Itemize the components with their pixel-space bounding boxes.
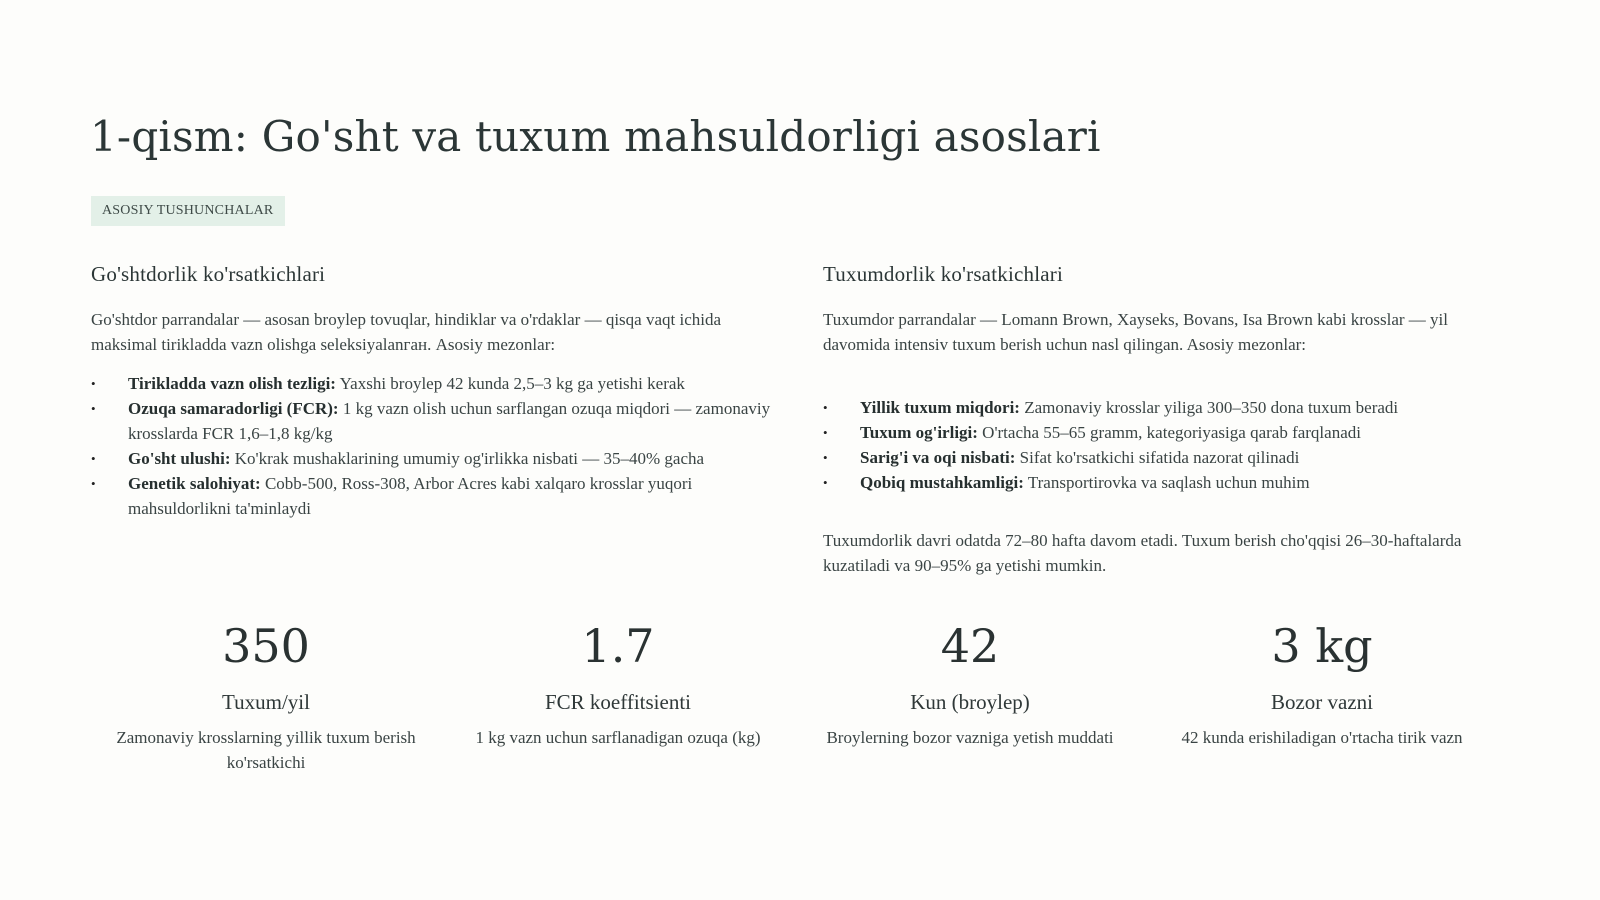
bullet-icon: • — [91, 476, 96, 491]
list-item: • Yillik tuxum miqdori: Zamonaviy krosslar yiliga 300–350 dona tuxum beradi — [823, 395, 1513, 420]
stat-value: 1.7 — [581, 619, 655, 673]
egg-heading: Tuxumdorlik ko'rsatkichlari — [823, 262, 1063, 286]
stat-label: FCR koeffitsienti — [544, 690, 692, 714]
stat-value: 42 — [940, 619, 1000, 673]
bullet-icon: • — [91, 401, 96, 416]
stat-description: 1 kg vazn uchun sarflanadigan ozuqa (kg) — [475, 728, 761, 747]
list-item: • Ozuqa samaradorligi (FCR): 1 kg vazn olish uchun sarflangan ozuqa miqdori — zamonaviy krosslarda FCR 1,6–1,8 kg/kg — [91, 396, 771, 446]
meat-intro: Go'shtdor parrandalar — asosan broylep tovuqlar, hindiklar va o'rdaklar — qisqa vaqt ichida maksimal tirikladda vazn olishga seleksiyalanган. Asosiy mezonlar: — [91, 310, 722, 354]
stat-eggs-per-year — [90, 618, 442, 775]
stat-broiler-days — [794, 618, 1146, 750]
stat-value: 350 — [222, 619, 310, 673]
stat-label: Bozor vazni — [1270, 690, 1374, 714]
egg-column — [823, 262, 1513, 578]
list-item: • Tirikladda vazn olish tezligi: Yaxshi broylep 42 kunda 2,5–3 kg ga yetishi kerak — [91, 371, 771, 396]
bullet-icon: • — [823, 475, 828, 490]
list-item: • Qobiq mustahkamligi: Transportirovka va saqlash uchun muhim — [823, 470, 1513, 495]
meat-criteria-list — [91, 371, 771, 521]
bullet-icon: • — [823, 425, 828, 440]
egg-intro: Tuxumdor parrandalar — Lomann Brown, Xayseks, Bovans, Isa Brown kabi krosslar — yil davomida intensiv tuxum berish uchun nasl qilingan. Asosiy mezonlar: — [823, 310, 1448, 354]
list-item: • Sarig'i va oqi nisbati: Sifat ko'rsatkichi sifatida nazorat qilinadi — [823, 445, 1513, 470]
egg-outro: Tuxumdorlik davri odatda 72–80 hafta davom etadi. Tuxum berish cho'qqisi 26–30-haftalarda kuzatiladi va 90–95% ga yetishi mumkin. — [823, 531, 1462, 575]
section-badge: ASOSIY TUSHUNCHALAR — [91, 196, 285, 226]
stat-description: 42 kunda erishiladigan o'rtacha tirik vazn — [1181, 728, 1463, 747]
list-item: • Genetik salohiyat: Cobb-500, Ross-308, Arbor Acres kabi xalqaro krosslar yuqori mahsuldorlikni ta'minlaydi — [91, 471, 771, 521]
bullet-icon: • — [91, 376, 96, 391]
bullet-icon: • — [91, 451, 96, 466]
egg-criteria-list — [823, 395, 1513, 495]
stat-label: Tuxum/yil — [222, 690, 310, 714]
stats-row — [90, 618, 1530, 798]
stat-description: Zamonaviy krosslarning yillik tuxum berish ko'rsatkichi — [116, 728, 416, 772]
list-item: • Go'sht ulushi: Ko'krak mushaklarining umumiy og'irlikka nisbati — 35–40% gacha — [91, 446, 771, 471]
bullet-icon: • — [823, 450, 828, 465]
meat-heading: Go'shtdorlik ko'rsatkichlari — [91, 262, 326, 286]
meat-column — [91, 262, 771, 521]
stat-market-weight — [1146, 618, 1498, 750]
stat-fcr — [442, 618, 794, 750]
page-title: 1-qism: Go'sht va tuxum mahsuldorligi asoslari — [90, 112, 1101, 161]
bullet-icon: • — [823, 400, 828, 415]
stat-description: Broylerning bozor vazniga yetish muddati — [826, 728, 1114, 747]
stat-label: Kun (broylep) — [910, 690, 1030, 714]
list-item: • Tuxum og'irligi: O'rtacha 55–65 gramm, kategoriyasiga qarab farqlanadi — [823, 420, 1513, 445]
stat-value: 3 kg — [1271, 619, 1373, 673]
